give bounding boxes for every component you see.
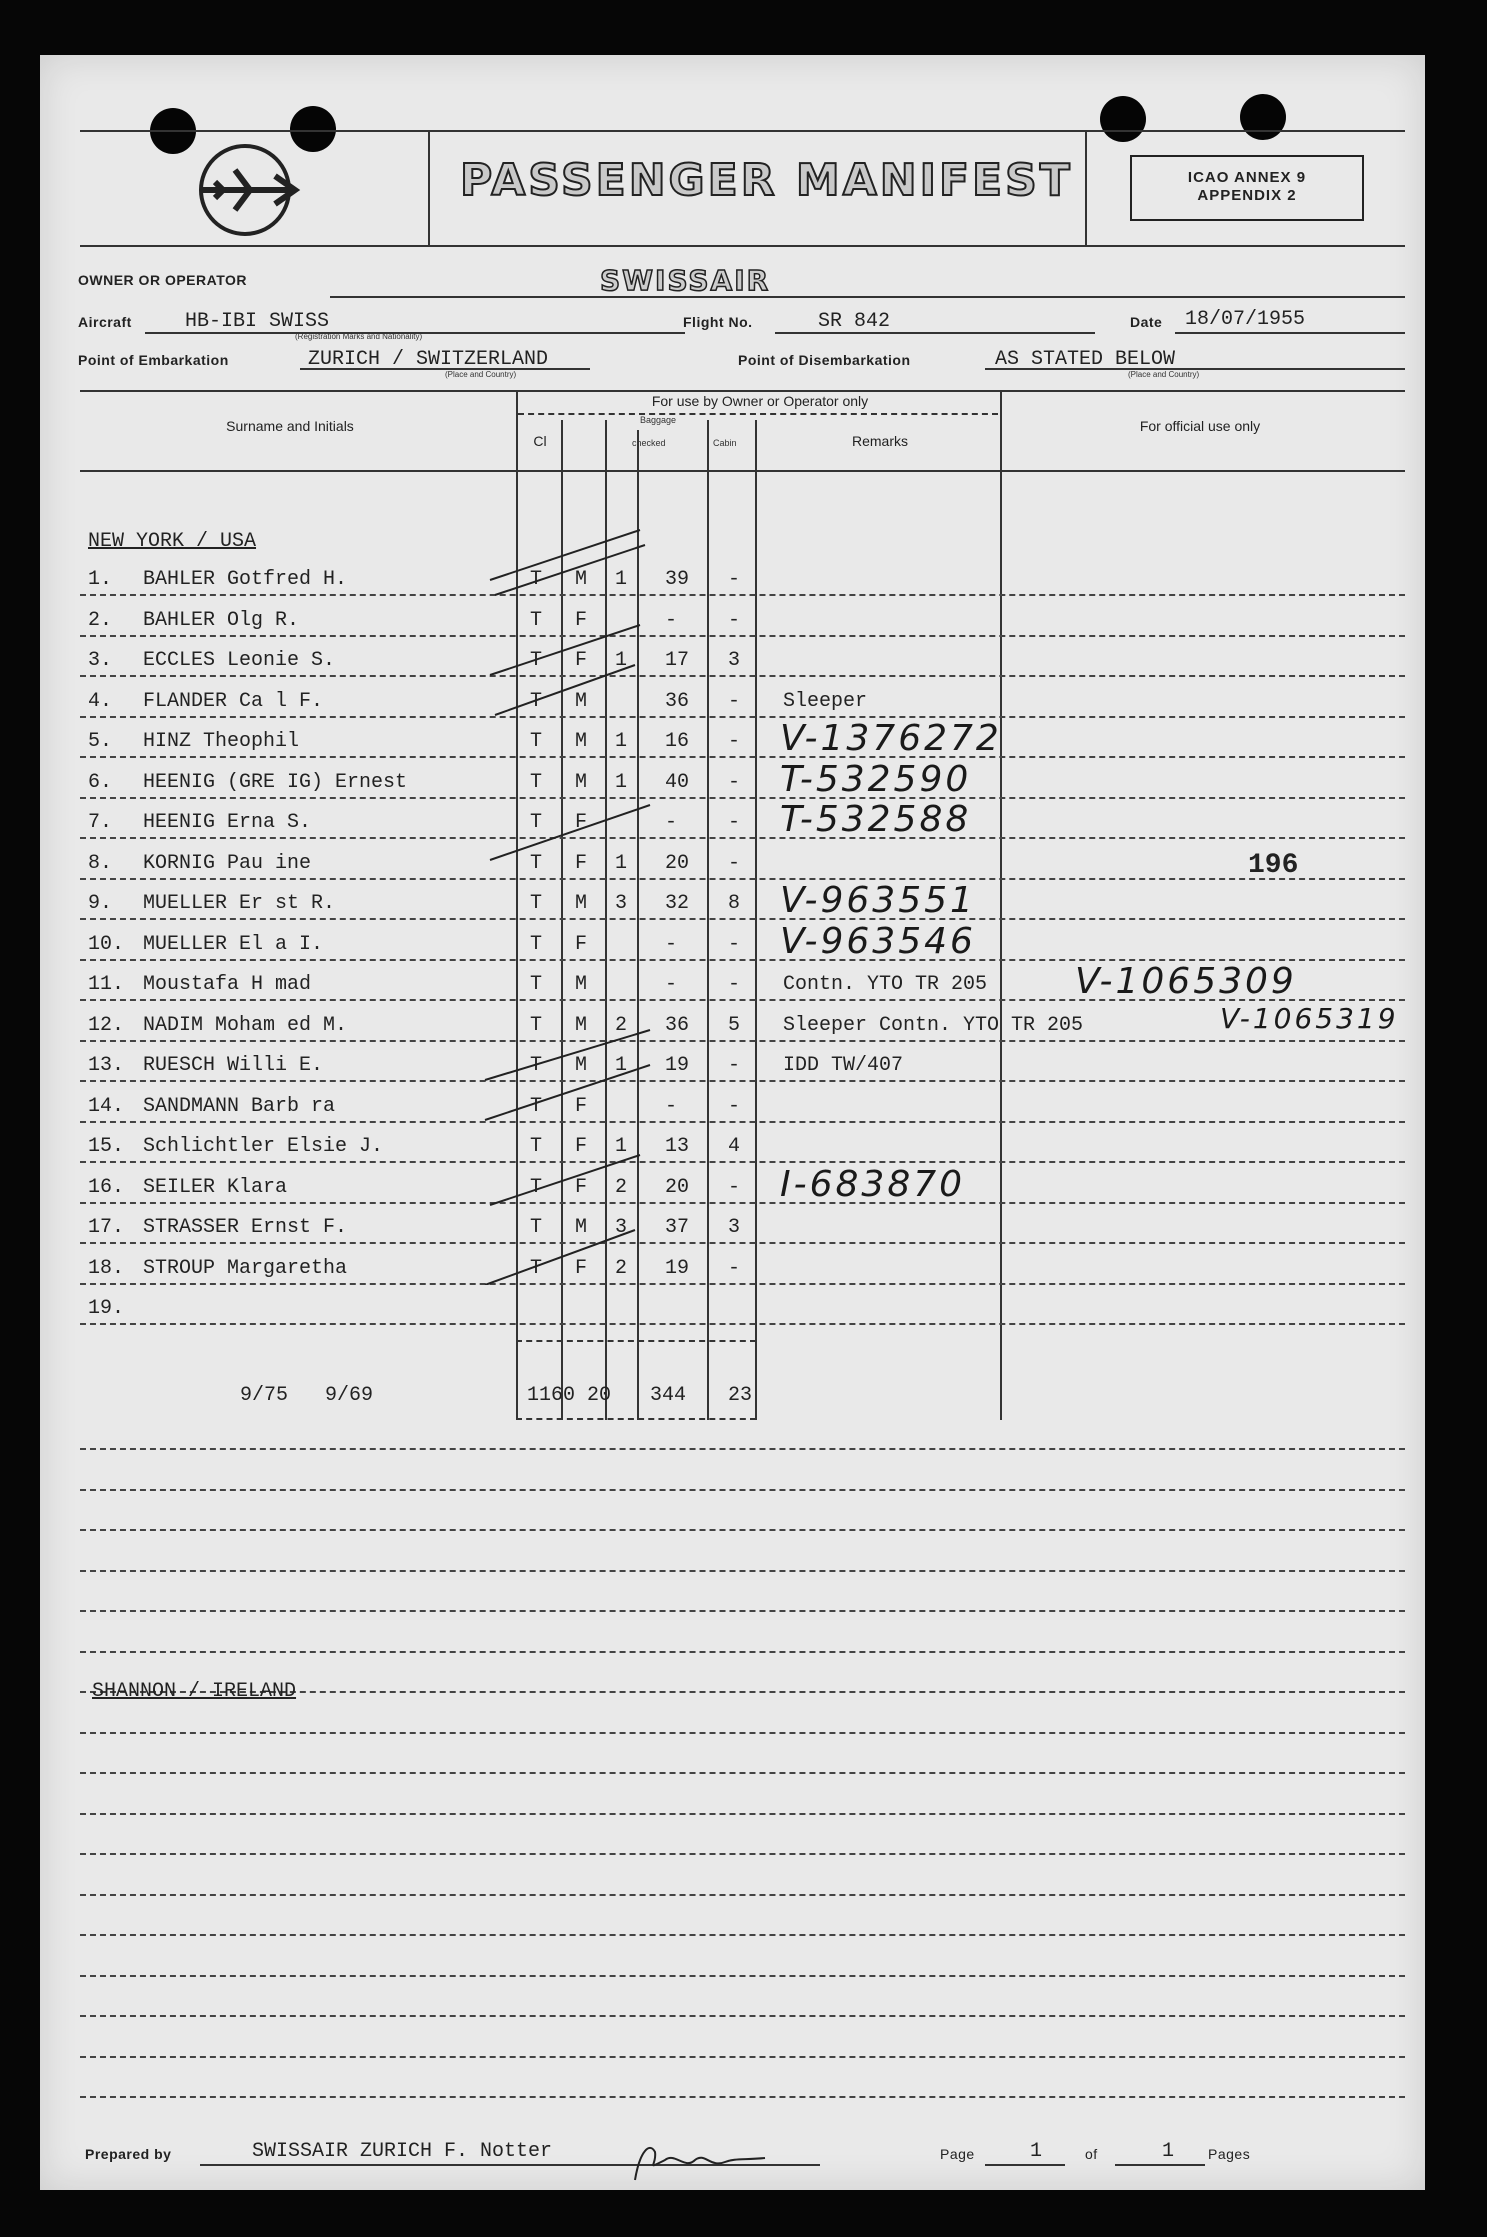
baggage-weight: 13: [665, 1135, 690, 1158]
aircraft-rule: [145, 332, 685, 334]
passenger-number: 7.: [88, 811, 113, 834]
col-cl: Cl: [533, 433, 547, 449]
baggage-weight: 20: [665, 851, 690, 875]
handwritten-number: I-683870: [780, 1163, 966, 1205]
baggage-weight: 32: [665, 892, 690, 915]
baggage-pieces: 1: [615, 770, 628, 794]
header-bottom-rule: [80, 470, 1405, 472]
stamped-number: 196: [1248, 850, 1299, 881]
cabin-baggage: -: [728, 851, 741, 875]
aircraft-label: Aircraft: [78, 314, 132, 330]
passenger-number: 17.: [88, 1216, 125, 1239]
passenger-name: FLANDER Ca l F.: [143, 689, 324, 713]
strike-marks: [470, 525, 790, 1285]
passenger-number: 10.: [88, 932, 125, 956]
cabin-baggage: -: [728, 689, 741, 713]
row-rule: [80, 1489, 1405, 1491]
passenger-name: KORNIG Pau ine: [143, 851, 312, 875]
baggage-weight: 19: [665, 1256, 690, 1280]
handwritten-number: V-1376272: [780, 718, 1002, 759]
passenger-sex: F: [575, 1256, 588, 1280]
annex-box: [1130, 155, 1364, 221]
passenger-remark: Contn. YTO TR 205: [783, 973, 988, 996]
passenger-name: MUELLER El a I.: [143, 932, 324, 956]
baggage-pieces: 2: [615, 1013, 628, 1037]
passenger-sex: M: [575, 730, 588, 753]
col-checked: checked: [632, 438, 666, 448]
operator-value: SWISSAIR: [600, 264, 771, 297]
passenger-number: 18.: [88, 1256, 125, 1280]
row-rule: [80, 1934, 1405, 1936]
operator-label: OWNER OR OPERATOR: [78, 272, 247, 288]
passenger-class: T: [530, 811, 543, 834]
prepared-value: SWISSAIR ZURICH F. Notter: [252, 2140, 553, 2163]
handwritten-number: T-532588: [780, 799, 972, 840]
punch-hole: [1100, 96, 1146, 142]
baggage-weight: 36: [665, 1013, 690, 1037]
col-surname: Surname and Initials: [226, 418, 354, 434]
baggage-weight: 19: [665, 1054, 690, 1077]
col-baggage: Baggage: [640, 415, 677, 425]
cabin-baggage: 3: [728, 649, 741, 672]
row-rule: [80, 1448, 1405, 1450]
header-rule: [80, 130, 1405, 132]
passenger-number: 11.: [88, 973, 125, 996]
handwritten-number: V-1065309: [1075, 961, 1297, 1002]
passenger-name: Schlichtler Elsie J.: [143, 1135, 384, 1158]
passenger-class: T: [530, 1013, 543, 1037]
disembarkation-label: Point of Disembarkation: [738, 352, 911, 368]
passenger-number: 9.: [88, 892, 113, 915]
row-rule: [80, 1651, 1405, 1653]
cabin-baggage: -: [728, 730, 741, 753]
row-rule: [80, 1732, 1405, 1734]
passenger-number: 16.: [88, 1175, 125, 1199]
passenger-sex: F: [575, 851, 588, 875]
punch-hole: [1240, 94, 1286, 140]
cabin-baggage: 3: [728, 1216, 741, 1239]
header-divider: [428, 130, 430, 245]
page-title: PASSENGER MANIFEST: [460, 155, 1073, 206]
cabin-baggage: -: [728, 770, 741, 794]
baggage-pieces: 1: [615, 568, 628, 591]
totals-rule: [516, 1418, 756, 1420]
passenger-remark: IDD TW/407: [783, 1054, 904, 1077]
aircraft-note: (Registration Marks and Nationality): [295, 332, 423, 341]
passenger-class: T: [530, 1135, 543, 1158]
passenger-name: HEENIG (GRE IG) Ernest: [143, 770, 408, 794]
pages-label: Pages: [1208, 2146, 1251, 2162]
passenger-sex: F: [575, 649, 588, 672]
passenger-sex: M: [575, 892, 588, 915]
baggage-weight: -: [665, 973, 678, 996]
baggage-pieces: 3: [615, 892, 628, 915]
passenger-class: T: [530, 608, 543, 632]
passenger-sex: M: [575, 568, 588, 591]
row-rule: [80, 1323, 1405, 1325]
baggage-weight: -: [665, 932, 678, 956]
row-rule: [80, 1813, 1405, 1815]
cabin-baggage: -: [728, 568, 741, 591]
signature: [615, 2140, 775, 2185]
baggage-weight: 20: [665, 1175, 690, 1199]
passenger-class: T: [530, 851, 543, 875]
passenger-number: 2.: [88, 608, 113, 632]
of-rule: [1115, 2164, 1205, 2166]
passenger-number: 8.: [88, 851, 113, 875]
col-owner-use: For use by Owner or Operator only: [651, 393, 869, 409]
baggage-weight: 17: [665, 649, 690, 672]
cabin-baggage: -: [728, 1094, 741, 1118]
passenger-number: 4.: [88, 689, 113, 713]
cabin-baggage: -: [728, 608, 741, 632]
totals-rule: [516, 1340, 756, 1342]
handwritten-number: V-963551: [780, 880, 976, 921]
passenger-sex: M: [575, 689, 588, 713]
baggage-pieces: 1: [615, 649, 628, 672]
passenger-class: T: [530, 1175, 543, 1199]
section-new-york: NEW YORK / USA: [88, 530, 257, 553]
passenger-name: ECCLES Leonie S.: [143, 649, 336, 672]
row-rule: [80, 1570, 1405, 1572]
passenger-sex: M: [575, 770, 588, 794]
passenger-number: 6.: [88, 770, 113, 794]
passenger-name: SEILER Klara: [143, 1175, 288, 1199]
baggage-pieces: 1: [615, 1135, 628, 1158]
col-remarks: Remarks: [851, 433, 908, 449]
of-value: 1: [1162, 2140, 1175, 2163]
disembarkation-value: AS STATED BELOW: [995, 348, 1176, 371]
flight-rule: [775, 332, 1095, 334]
page-value: 1: [1030, 2140, 1043, 2163]
col-owner-rule: [518, 413, 998, 415]
passenger-class: T: [530, 1256, 543, 1280]
cabin-baggage: -: [728, 1256, 741, 1280]
col-divider: [1000, 390, 1002, 1420]
baggage-weight: 16: [665, 730, 690, 753]
embarkation-value: ZURICH / SWITZERLAND: [308, 348, 549, 371]
passenger-name: MUELLER Er st R.: [143, 892, 336, 915]
cabin-baggage: 4: [728, 1135, 741, 1158]
passenger-remark: Sleeper: [783, 689, 868, 713]
baggage-pieces: 2: [615, 1175, 628, 1199]
annex-line1: ICAO ANNEX 9: [1187, 169, 1307, 186]
handwritten-number: V-963546: [780, 920, 976, 962]
total-b: 9/69: [325, 1384, 374, 1407]
cabin-baggage: -: [728, 811, 741, 834]
page-rule: [985, 2164, 1065, 2166]
passenger-class: T: [530, 932, 543, 956]
baggage-pieces: 1: [615, 1054, 628, 1077]
of-label: of: [1085, 2146, 1098, 2162]
passenger-number: 1.: [88, 568, 113, 591]
passenger-class: T: [530, 1094, 543, 1118]
row-rule: [80, 1894, 1405, 1896]
aircraft-value: HB-IBI SWISS: [185, 310, 330, 333]
page-label: Page: [940, 2146, 975, 2162]
embarkation-note: (Place and Country): [445, 370, 517, 379]
passenger-number: 3.: [88, 649, 113, 672]
passenger-class: T: [530, 1216, 543, 1239]
header-rule: [80, 245, 1405, 247]
operator-rule: [330, 296, 1405, 298]
passenger-number: 13.: [88, 1054, 125, 1077]
date-rule: [1175, 332, 1405, 334]
baggage-weight: 39: [665, 568, 690, 591]
passenger-sex: F: [575, 1094, 588, 1118]
embarkation-label: Point of Embarkation: [78, 352, 229, 368]
passenger-name: SANDMANN Barb ra: [143, 1094, 336, 1118]
table-top-rule: [80, 390, 1405, 392]
baggage-weight: 40: [665, 770, 690, 794]
passenger-sex: F: [575, 608, 588, 632]
disembarkation-rule: [985, 368, 1405, 370]
passenger-class: T: [530, 770, 543, 794]
cabin-baggage: -: [728, 1175, 741, 1199]
passenger-class: T: [530, 689, 543, 713]
section-shannon: SHANNON / IRELAND: [92, 1680, 297, 1703]
date-label: Date: [1130, 314, 1163, 330]
annex-line2: APPENDIX 2: [1197, 187, 1297, 204]
total-kg: 344: [650, 1384, 687, 1407]
passenger-sex: M: [575, 1216, 588, 1239]
prepared-label: Prepared by: [85, 2146, 172, 2162]
disembarkation-note: (Place and Country): [1128, 370, 1200, 379]
total-a: 9/75: [240, 1384, 289, 1407]
row-rule: [80, 2056, 1405, 2058]
passenger-sex: M: [575, 1054, 588, 1077]
passenger-class: T: [530, 649, 543, 672]
passenger-name: Moustafa H mad: [143, 973, 312, 996]
passenger-name: STROUP Margaretha: [143, 1256, 348, 1280]
row-rule: [80, 1529, 1405, 1531]
passenger-name: NADIM Moham ed M.: [143, 1013, 348, 1037]
passenger-number: 19.: [88, 1297, 125, 1320]
handwritten-number: T-532590: [780, 758, 972, 800]
passenger-number: 5.: [88, 730, 113, 753]
baggage-weight: 36: [665, 689, 690, 713]
date-value: 18/07/1955: [1185, 308, 1306, 331]
cabin-baggage: -: [728, 973, 741, 996]
cabin-baggage: 8: [728, 892, 741, 915]
total-cabin: 23: [728, 1384, 753, 1407]
row-rule: [80, 2015, 1405, 2017]
row-rule: [80, 1853, 1405, 1855]
baggage-weight: -: [665, 608, 678, 632]
baggage-pieces: 1: [615, 851, 628, 875]
baggage-pieces: 2: [615, 1256, 628, 1280]
passenger-name: RUESCH Willi E.: [143, 1054, 324, 1077]
col-cabin: Cabin: [713, 438, 737, 448]
passenger-class: T: [530, 730, 543, 753]
baggage-pieces: 1: [615, 730, 628, 753]
passenger-class: T: [530, 892, 543, 915]
row-rule: [80, 1772, 1405, 1774]
total-c: 1160 20: [527, 1384, 612, 1407]
passenger-name: BAHLER Gotfred H.: [143, 568, 348, 591]
baggage-weight: -: [665, 811, 678, 834]
baggage-weight: 37: [665, 1216, 690, 1239]
passenger-sex: F: [575, 932, 588, 956]
passenger-class: T: [530, 973, 543, 996]
passenger-name: HINZ Theophil: [143, 730, 300, 753]
airline-logo: [195, 140, 305, 240]
passenger-name: HEENIG Erna S.: [143, 811, 312, 834]
passenger-sex: M: [575, 1013, 588, 1037]
flight-label: Flight No.: [683, 314, 753, 330]
baggage-pieces: 3: [615, 1216, 628, 1239]
col-official: For official use only: [1139, 418, 1261, 434]
embarkation-rule: [300, 368, 590, 370]
handwritten-number: V-1065319: [1220, 1001, 1399, 1035]
header-divider: [1085, 130, 1087, 245]
passenger-remark: Sleeper Contn. YTO TR 205: [783, 1013, 1084, 1037]
row-rule: [80, 2096, 1405, 2098]
passenger-sex: F: [575, 811, 588, 834]
passenger-name: BAHLER Olg R.: [143, 608, 300, 632]
cabin-baggage: 5: [728, 1013, 741, 1037]
cabin-baggage: -: [728, 1054, 741, 1077]
flight-value: SR 842: [818, 310, 891, 333]
passenger-number: 14.: [88, 1094, 125, 1118]
passenger-sex: M: [575, 973, 588, 996]
passenger-sex: F: [575, 1135, 588, 1158]
row-rule: [80, 1610, 1405, 1612]
passenger-number: 12.: [88, 1013, 125, 1037]
passenger-number: 15.: [88, 1135, 125, 1158]
passenger-name: STRASSER Ernst F.: [143, 1216, 348, 1239]
baggage-weight: -: [665, 1094, 678, 1118]
cabin-baggage: -: [728, 932, 741, 956]
row-rule: [80, 1975, 1405, 1977]
passenger-class: T: [530, 568, 543, 591]
passenger-class: T: [530, 1054, 543, 1077]
passenger-sex: F: [575, 1175, 588, 1199]
